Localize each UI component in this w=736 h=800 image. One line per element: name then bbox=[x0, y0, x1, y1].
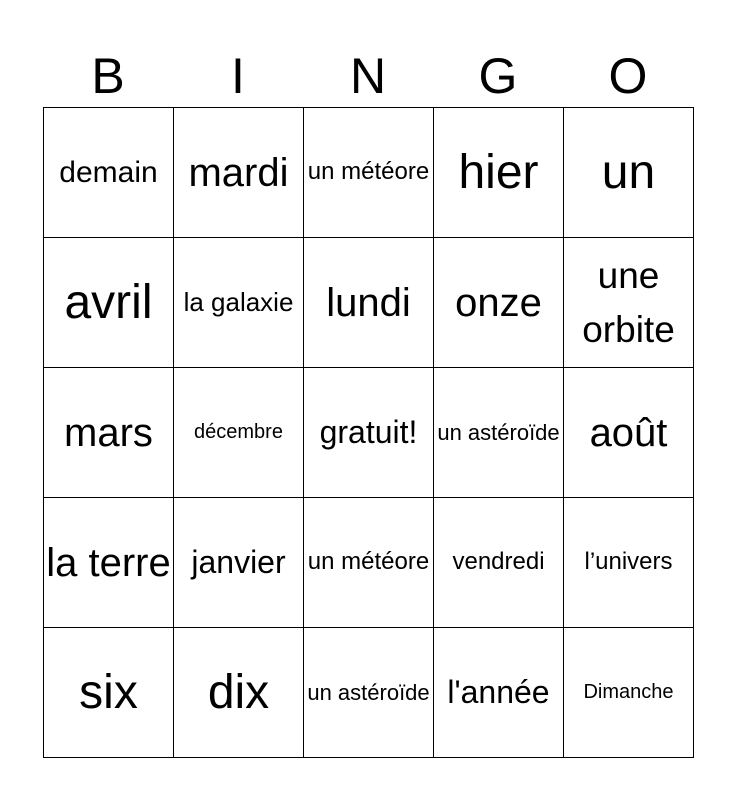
bingo-cell[interactable]: un météore bbox=[304, 498, 434, 628]
bingo-cell[interactable]: un météore bbox=[304, 108, 434, 238]
bingo-cell[interactable]: lundi bbox=[304, 238, 434, 368]
bingo-cell[interactable]: l'année bbox=[434, 628, 564, 758]
header-letter-b: B bbox=[91, 48, 125, 104]
bingo-cell[interactable]: hier bbox=[434, 108, 564, 238]
bingo-cell[interactable]: un astéroïde bbox=[304, 628, 434, 758]
bingo-cell[interactable]: gratuit! bbox=[304, 368, 434, 498]
bingo-cell[interactable]: un astéroïde bbox=[434, 368, 564, 498]
header-letter-i: I bbox=[231, 48, 245, 104]
bingo-cell[interactable]: dix bbox=[174, 628, 304, 758]
bingo-board bbox=[43, 107, 694, 758]
bingo-cell[interactable]: la terre bbox=[44, 498, 174, 628]
bingo-cell[interactable]: août bbox=[564, 368, 694, 498]
bingo-cell[interactable]: mardi bbox=[174, 108, 304, 238]
bingo-cell[interactable]: onze bbox=[434, 238, 564, 368]
bingo-cell[interactable]: la galaxie bbox=[174, 238, 304, 368]
bingo-cell[interactable]: six bbox=[44, 628, 174, 758]
header-letter-n: N bbox=[349, 48, 387, 104]
header-letter-g: G bbox=[478, 48, 518, 104]
bingo-cell[interactable]: l’univers bbox=[564, 498, 694, 628]
bingo-cell[interactable]: un bbox=[564, 108, 694, 238]
bingo-cell[interactable]: une orbite bbox=[564, 238, 694, 368]
bingo-cell[interactable]: Dimanche bbox=[564, 628, 694, 758]
header-letter-o: O bbox=[608, 48, 648, 104]
bingo-cell[interactable]: janvier bbox=[174, 498, 304, 628]
bingo-cell[interactable]: demain bbox=[44, 108, 174, 238]
bingo-cell[interactable]: avril bbox=[44, 238, 174, 368]
bingo-cell[interactable]: décembre bbox=[174, 368, 304, 498]
bingo-cell[interactable]: vendredi bbox=[434, 498, 564, 628]
bingo-cell[interactable]: mars bbox=[44, 368, 174, 498]
bingo-header bbox=[43, 44, 693, 108]
